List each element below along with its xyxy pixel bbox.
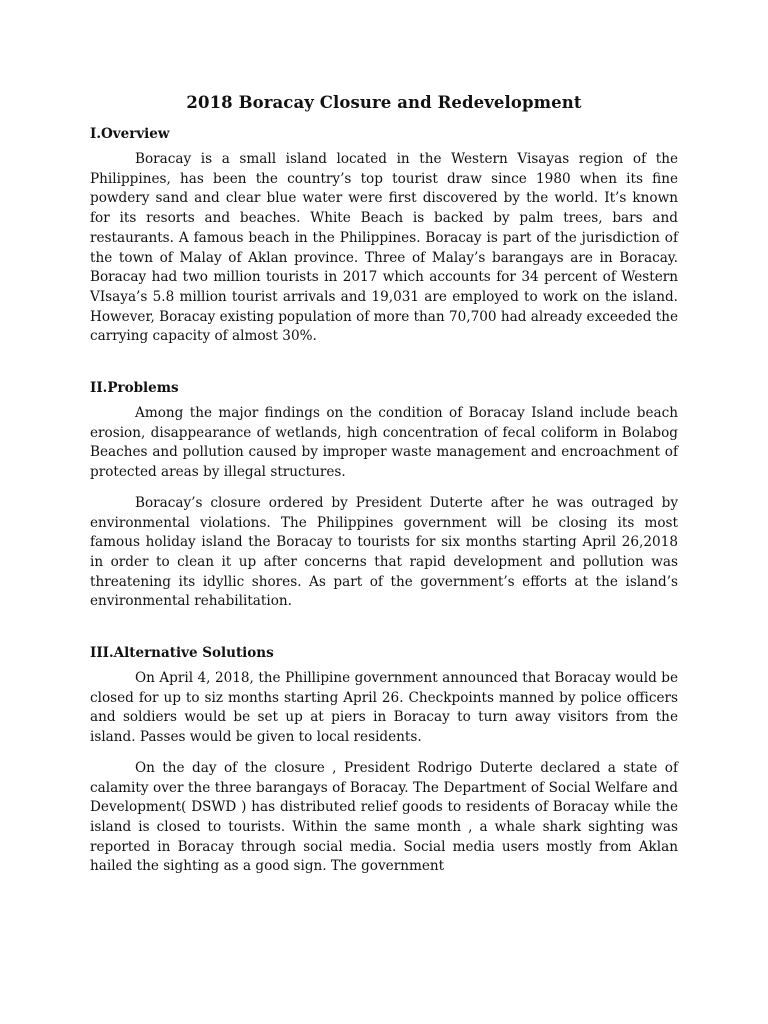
section-spacer <box>90 347 678 378</box>
paragraph-spacer <box>90 483 678 494</box>
section-heading-overview: I.Overview <box>90 126 170 142</box>
section-spacer <box>90 612 678 643</box>
overview-paragraph: Boracay is a small island located in the Western Visayas region of the Philippines, has been the country’s top tourist draw since 1980 when its fine powdery sand and clear blue water were first discovered by the world. It’s known for its resorts and beaches. White Beach is backed by palm trees, bars and restaurants. A famous beach in the Philippines. Boracay is part of the jurisdiction of the town of Malay of Aklan province. Three of Malay’s barangays are in Boracay. Boracay had two million tourists in 2017 which accounts for 34 percent of Western VIsaya’s 5.8 million tourist arrivals and 19,031 are employed to work on the island. However, Boracay existing population of more than 70,700 had already exceeded the carrying capacity of almost 30%. <box>90 151 678 345</box>
section-heading-problems: II.Problems <box>90 380 179 397</box>
section-heading-alternative-solutions: III.Alternative Solutions <box>90 645 274 662</box>
paragraph-spacer <box>90 748 678 759</box>
solutions-paragraph-1: On April 4, 2018, the Phillipine government announced that Boracay would be closed for up to siz months starting April 26. Checkpoints manned by police officers and soldiers would be set up at piers in Boracay to turn away visitors from the island. Passes would be given to local residents. <box>90 670 678 746</box>
page-title: 2018 Boracay Closure and Redevelopment <box>186 93 582 112</box>
problems-paragraph-1: Among the major findings on the condition of Boracay Island include beach erosion, disappearance of wetlands, high concentration of fecal coliform in Bolabog Beaches and pollution caused by improper waste management and encroachment of protected areas by illegal structures. <box>90 405 678 481</box>
problems-paragraph-2: Boracay’s closure ordered by President Duterte after he was outraged by environmental violations. The Philippines government will be closing its most famous holiday island the Boracay to tourists for six months starting April 26,2018 in order to clean it up after concerns that rapid development and pollution was threatening its idyllic shores. As part of the government’s efforts at the island’s environmental rehabilitation. <box>90 494 678 610</box>
solutions-paragraph-2: On the day of the closure , President Rodrigo Duterte declared a state of calamity over the three barangays of Boracay. The Department of Social Welfare and Development( DSWD ) has distributed relief goods to residents of Boracay while the island is closed to tourists. Within the same month , a whale shark sighting was reported in Boracay through social media. Social media users mostly from Aklan hailed the sighting as a good sign. The government <box>90 759 678 875</box>
